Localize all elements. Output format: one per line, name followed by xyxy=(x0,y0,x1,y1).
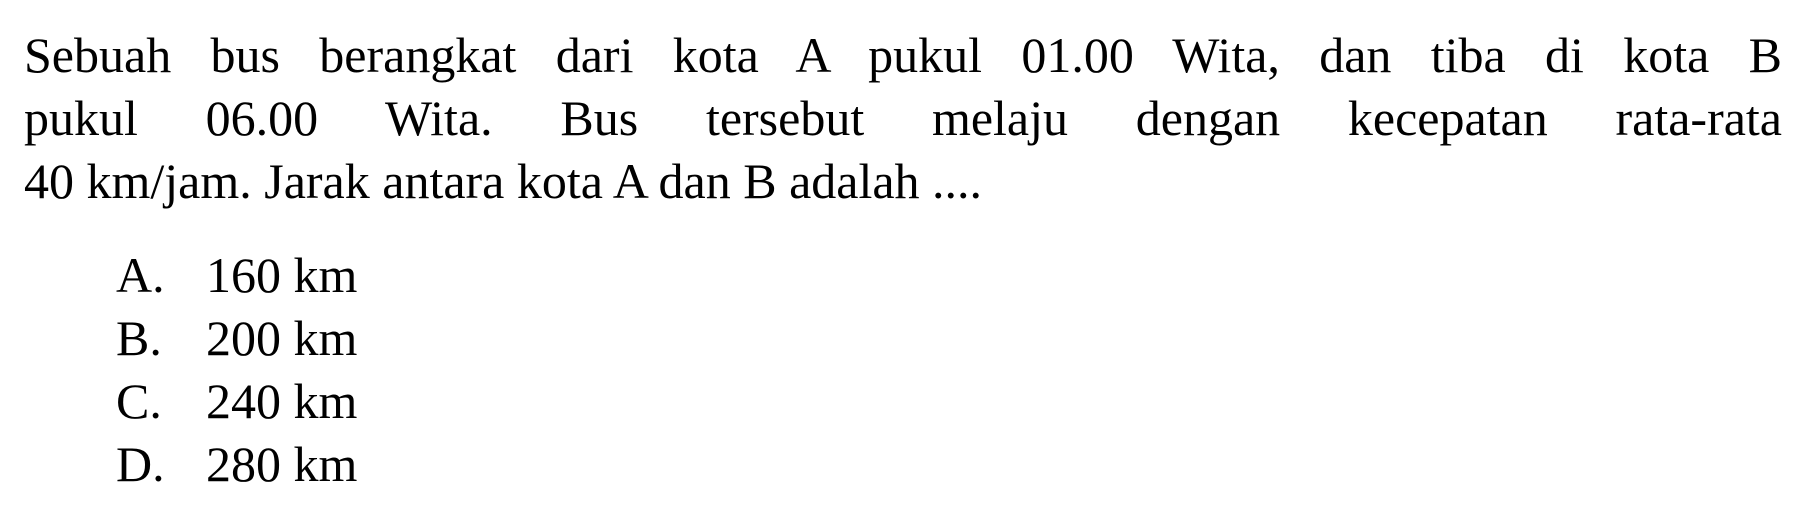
option-b[interactable] xyxy=(116,307,357,370)
option-letter: D. xyxy=(116,436,165,492)
question-stem xyxy=(24,24,1782,213)
question-line-3: 40 km/jam. Jarak antara kota A dan B adalah .... xyxy=(24,153,983,209)
question-block xyxy=(24,24,1782,213)
option-d[interactable] xyxy=(116,433,357,496)
option-letter: C. xyxy=(116,373,162,429)
question-line-1: Sebuah bus berangkat dari kota A pukul 01.00 Wita, dan tiba di kota B xyxy=(24,27,1782,83)
option-value: 200 km xyxy=(206,310,358,366)
option-value: 240 km xyxy=(206,373,358,429)
option-value: 280 km xyxy=(206,436,358,492)
option-a[interactable] xyxy=(116,244,357,307)
option-value: 160 km xyxy=(206,247,358,303)
option-letter: B. xyxy=(116,310,162,366)
answer-options xyxy=(116,244,357,496)
option-c[interactable] xyxy=(116,370,357,433)
question-line-2: pukul 06.00 Wita. Bus tersebut melaju dengan kecepatan rata-rata xyxy=(24,90,1782,146)
option-letter: A. xyxy=(116,247,165,303)
